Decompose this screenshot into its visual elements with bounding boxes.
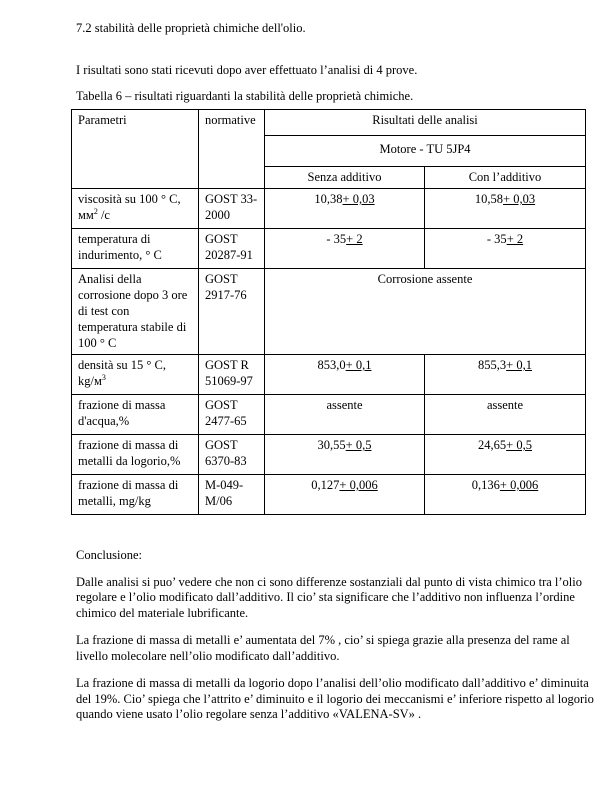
value-metalli-con: 0,136+ 0,006 (425, 475, 586, 515)
param-densita: densità su 15 ° C, $kg/м^3$ (72, 355, 199, 395)
param-acqua: frazione di massa d'acqua,% (72, 395, 199, 435)
value-acqua-con: assente (425, 395, 586, 435)
param-temperatura: temperatura di indurimento, ° C (72, 229, 199, 269)
norm-viscosita: GOST 33-2000 (199, 189, 265, 229)
value-metalli-senza: 0,127+ 0,006 (265, 475, 425, 515)
table-row (72, 355, 586, 395)
header-parametri: Parametri (72, 110, 199, 189)
param-viscosita: viscosità su 100 ° C, $мм^2$ /c (72, 189, 199, 229)
table-row (72, 189, 586, 229)
norm-metalli: M-049-M/06 (199, 475, 265, 515)
table-row (72, 395, 586, 435)
intro-text: I risultati sono stati ricevuti dopo aver effettuato l’analisi di 4 prove. (76, 63, 418, 77)
table-header-row (72, 110, 586, 136)
value-logorio-con: 24,65+ 0,5 (425, 435, 586, 475)
norm-densita: GOST R 51069-97 (199, 355, 265, 395)
table-caption: Tabella 6 – risultati riguardanti la stabilità delle proprietà chimiche. (76, 89, 414, 103)
value-viscosita-con: 10,58+ 0,03 (425, 189, 586, 229)
header-senza-additivo: Senza additivo (265, 167, 425, 189)
table-row (72, 269, 586, 355)
section-title: 7.2 stabilità delle proprietà chimiche dell'olio. (76, 21, 306, 35)
value-corrosione: Corrosione assente (265, 269, 586, 355)
conclusion-paragraph: Dalle analisi si puo’ vedere che non ci sono differenze sostanziali dal punto di vista chimico tra l’olio regolare e l’olio modificato dall’additivo. Il cio’ sta significare che l’additivo non influenza l’ordine chimico del materiale lubrificante. (76, 574, 582, 620)
norm-acqua: GOST 2477-65 (199, 395, 265, 435)
value-viscosita-senza: 10,38+ 0,03 (265, 189, 425, 229)
param-metalli: frazione di massa di metalli, mg/kg (72, 475, 199, 515)
conclusion-section (76, 548, 596, 735)
norm-logorio: GOST 6370-83 (199, 435, 265, 475)
table-row (72, 475, 586, 515)
table-row (72, 229, 586, 269)
header-risultati: Risultati delle analisi (265, 110, 586, 136)
header-motore: Motore - TU 5JP4 (265, 136, 586, 167)
table-row (72, 435, 586, 475)
header-normative: normative (199, 110, 265, 189)
param-logorio: frazione di massa di metalli da logorio,% (72, 435, 199, 475)
conclusion-paragraph: La frazione di massa di metalli da logorio dopo l’analisi dell’olio modificato dall’additivo e’ diminuita del 19%. Cio’ spiega che l’attrito e’ diminuito e il logorio dei meccanismi e’ inferiore rispetto al logorio quando viene usato l’olio regolare senza l’additivo «VALENA-SV» . (76, 676, 594, 721)
header-con-additivo: Con l’additivo (425, 167, 586, 189)
value-densita-senza: 853,0+ 0,1 (265, 355, 425, 395)
conclusion-paragraph: La frazione di massa di metalli e’ aumentata del 7% , cio’ si spiega grazie alla presenza del rame al livello molecolare nell’olio modificato dall’additivo. (76, 633, 570, 663)
param-corrosione: Analisi della corrosione dopo 3 ore di test con temperatura stabile di 100 ° C (72, 269, 199, 355)
norm-corrosione: GOST 2917-76 (199, 269, 265, 355)
value-logorio-senza: 30,55+ 0,5 (265, 435, 425, 475)
value-temperatura-con: - 35+ 2 (425, 229, 586, 269)
results-table (71, 109, 586, 515)
conclusion-title: Conclusione: (76, 548, 142, 562)
value-densita-con: 855,3+ 0,1 (425, 355, 586, 395)
value-temperatura-senza: - 35+ 2 (265, 229, 425, 269)
norm-temperatura: GOST 20287-91 (199, 229, 265, 269)
value-acqua-senza: assente (265, 395, 425, 435)
